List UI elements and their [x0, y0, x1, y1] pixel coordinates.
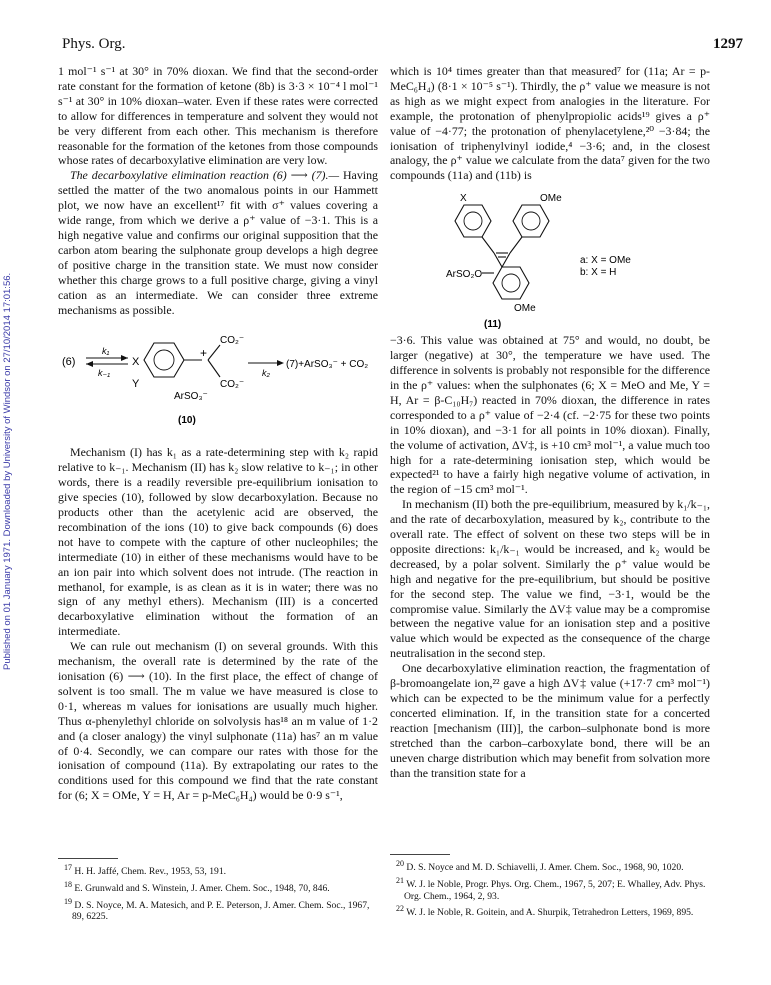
substituent-x: X — [460, 193, 467, 205]
scheme-10-drawing — [58, 323, 378, 441]
reaction-scheme-10 — [58, 323, 378, 441]
footnote-rule-left — [58, 858, 118, 859]
footnote — [390, 858, 720, 874]
footnote-number: 18 — [64, 879, 72, 889]
compound-label-11: (11) — [484, 319, 502, 330]
footnote — [390, 903, 720, 919]
scheme-products: (7)+ArSO₃⁻ + CO₂ — [286, 359, 369, 371]
paragraph: which is 10⁴ times greater than that measured⁷ for (11a; Ar = p-MeC₆H₄) (8·1 × 10⁻⁵ s⁻¹). Thirdly, the ρ⁺ value we measure is not as high as we might expect from analogies in the literature. For example, the protonation of phenylpropiolic acids¹⁹ gives a ρ⁺ value of −4·77; the protonation of phenylacetylene,²⁰ −3·84; the ionisation of triphenylvinyl iodide,⁴ −3·6; and, in the closest analogy, the ρ⁺ value we calculate from the data⁷ given for the two compounds (11a) and (11b) is — [390, 64, 710, 183]
methoxy-bottom: OMe — [514, 303, 536, 315]
cation-plus-sign: + — [200, 346, 208, 361]
footnote-text: D. S. Noyce and M. D. Schiavelli, J. Amer. Chem. Soc., 1968, 90, 1020. — [406, 862, 684, 874]
compound-label-10: (10) — [178, 415, 196, 427]
footnotes-right — [390, 858, 720, 920]
paragraph: 1 mol⁻¹ s⁻¹ at 30° in 70% dioxan. We find that the second-order rate constant for the formation of ketone (8b) is 3·3 × 10⁻⁴ l mol⁻¹ s⁻¹ at 30° in 10% dioxan–water. Even if these rates were corrected to allow for differences in temperature and solvent they would not be very different from each other. This mechanism is therefore reasonable for the formation of the ketones from those compounds whose rates of decarboxylative elimination are very low. — [58, 64, 378, 168]
footnote — [58, 879, 380, 895]
variant-b: b: X = H — [580, 267, 617, 279]
download-provenance-note[interactable]: Published on 01 January 1971. Downloaded by University of Windsor on 27/10/2014 17:01:56. — [2, 272, 13, 670]
running-header-journal: Phys. Org. — [62, 36, 126, 52]
structure-11-drawing — [390, 187, 710, 329]
page-number: 1297 — [713, 36, 743, 52]
rate-constant-k1: k₁ — [102, 346, 110, 357]
footnote-number: 20 — [396, 859, 404, 868]
right-column — [390, 64, 710, 780]
left-column — [58, 64, 378, 803]
methoxy-top: OMe — [540, 193, 562, 205]
paragraph-with-heading — [58, 168, 378, 317]
footnote-number: 19 — [64, 896, 72, 906]
footnote-number: 17 — [64, 863, 72, 872]
sulphonate-anion: ArSO₃⁻ — [174, 391, 208, 403]
footnote — [58, 896, 380, 923]
carboxylate-bottom: CO₂⁻ — [220, 379, 245, 391]
paragraph: −3·6. This value was obtained at 75° and would, no doubt, be larger (negative) at 30°, the temperature we have used. The difference in solvents is probably not responsible for the difference in the ρ⁺ values: when the sulphonates (6; X = MeO and Me, Y = H, Ar = β-C₁₀H₇) reacted in 70% dioxan, the difference in rates corresponded to a ρ⁺ value of −2·4 (cf. −2·75 for these two points in 10% dioxan), and −3·1 for all points in 10% dioxan). Finally, the volume of activation, ΔV‡, is +10 cm³ mol⁻¹, a value much too high for a rate-determining ionisation step, which would be expected²¹ to have a fairly high negative volume of activation, in the region of −15 cm³ mol⁻¹. — [390, 333, 710, 497]
footnote-rule-right — [390, 854, 450, 855]
footnote — [390, 875, 720, 902]
variant-a: a: X = OMe — [580, 255, 631, 267]
substituent-y: Y — [132, 378, 140, 391]
footnote — [58, 862, 380, 878]
structure-11 — [390, 187, 710, 329]
footnote-text: E. Grunwald and S. Winstein, J. Amer. Chem. Soc., 1948, 70, 846. — [74, 882, 330, 894]
footnotes-left — [58, 862, 380, 924]
paragraph: One decarboxylative elimination reaction, the fragmentation of β-bromoangelate ion,²² gave a high ΔV‡ value (+17·7 cm³ mol⁻¹) which can be expected to be the minimum value for a perfectly concerted elimination. If, in the transition state for a concerted reaction [mechanism (III)], the carbon–sulphonate bond is more stretched than the carbon–carboxylate bond, there will be an uneven charge distribution which may benefit from solvation more than the transition state for a — [390, 661, 710, 780]
paragraph: Mechanism (I) has k₁ as a rate-determining step with k₂ rapid relative to k₋₁. Mechanism (II) has k₂ slow relative to k₋₁; in other words, there is a readily reversible pre-equilibrium ionisation to give species (10), followed by slow decarboxylation. Because no products other than the acetylenic acid are observed, the recombination of the ions (10) to give back compounds (6) does not have to compete with the capture of other nucleophiles; the intermediate (10) in either of these mechanisms would have to be an ion pair into which solvent does not intrude. (The reaction in methanol, for example, is as clean as it is in water; there was no sign of any methyl ethers). Mechanism (III) is a concerted decarboxylative elimination without the formation of an intermediate. — [58, 445, 378, 639]
sulphonate-ester-group: ArSO₂O — [446, 269, 483, 281]
footnote-text: W. J. le Noble, R. Goitein, and A. Shurpik, Tetrahedron Letters, 1969, 895. — [406, 907, 694, 919]
footnote-number: 21 — [396, 875, 404, 885]
rate-constant-k2: k₂ — [262, 368, 270, 379]
footnote-text: H. H. Jaffé, Chem. Rev., 1953, 53, 191. — [74, 866, 227, 878]
paragraph-text: Having settled the matter of the two anomalous points in our Hammett plot, we now have an excellent¹⁷ fit with σ⁺ values covering a wide range, from which we derive a ρ⁺ value of −3·1. This is a high negative value and confirms our original supposition that the carbon atom bearing the sulphonate group develops a high degree of positive charge in the transition state. We must now consider whether this charge grows to a full positive charge, giving a vinyl cation as an intermediate. We can consider three extreme mechanisms as possible. — [58, 168, 378, 317]
footnote-text: W. J. le Noble, Progr. Phys. Org. Chem., 1967, 5, 207; E. Whalley, Adv. Phys. Org. Chem., 1964, 2, 93. — [404, 878, 706, 902]
substituent-x: X — [132, 356, 140, 369]
footnote-number: 22 — [396, 904, 404, 914]
section-heading: The decarboxylative elimination reaction (6) ⟶ (7).— — [70, 168, 340, 183]
scheme-reactant-label: (6) — [62, 356, 76, 369]
carboxylate-top: CO₂⁻ — [220, 335, 245, 347]
paragraph: In mechanism (II) both the pre-equilibrium, measured by k₁/k₋₁, and the rate of decarboxylation, measured by k₂, contribute to the overall rate. The effect of solvent on these two steps will be in opposite directions: k₁/k₋₁ would be increased, and k₂ would be decreased, by a polar solvent. Similarly the ρ⁺ value would be high and negative for the pre-equilibrium, but should be positive for the second step. The value we find, −3·1, would be the compromise value. Similarly the ΔV‡ value may be a compromise between the negative value for an ionisation step and a positive value which would be expected as the consequence of the charge neutralisation in the second step. — [390, 497, 710, 661]
paragraph: We can rule out mechanism (I) on several grounds. With this mechanism, the overall rate is determined by the rate of the ionisation (6) ⟶ (10). In the first place, the effect of change of solvent is too small. The m value we have measured is close to 0·1, whereas m values for ionisations are usually much higher. Thus α-phenylethyl chloride on solvolysis has¹⁸ an m value of 1·2 and (a closer analogy) the vinyl sulphonate (11a) has⁷ an m value of 0·4. Secondly, we can compare our rates with those for the ionisation of compound (11a). By extrapolating our rates to the conditions used for this compound we find that the rate constant for (6; X = OMe, Y = H, Ar = p-MeC₆H₄) would be 0·9 s⁻¹, — [58, 639, 378, 803]
rate-constant-k-minus-1: k₋₁ — [98, 368, 111, 379]
footnote-text: D. S. Noyce, M. A. Matesich, and P. E. Peterson, J. Amer. Chem. Soc., 1967, 89, 6225. — [72, 899, 370, 923]
